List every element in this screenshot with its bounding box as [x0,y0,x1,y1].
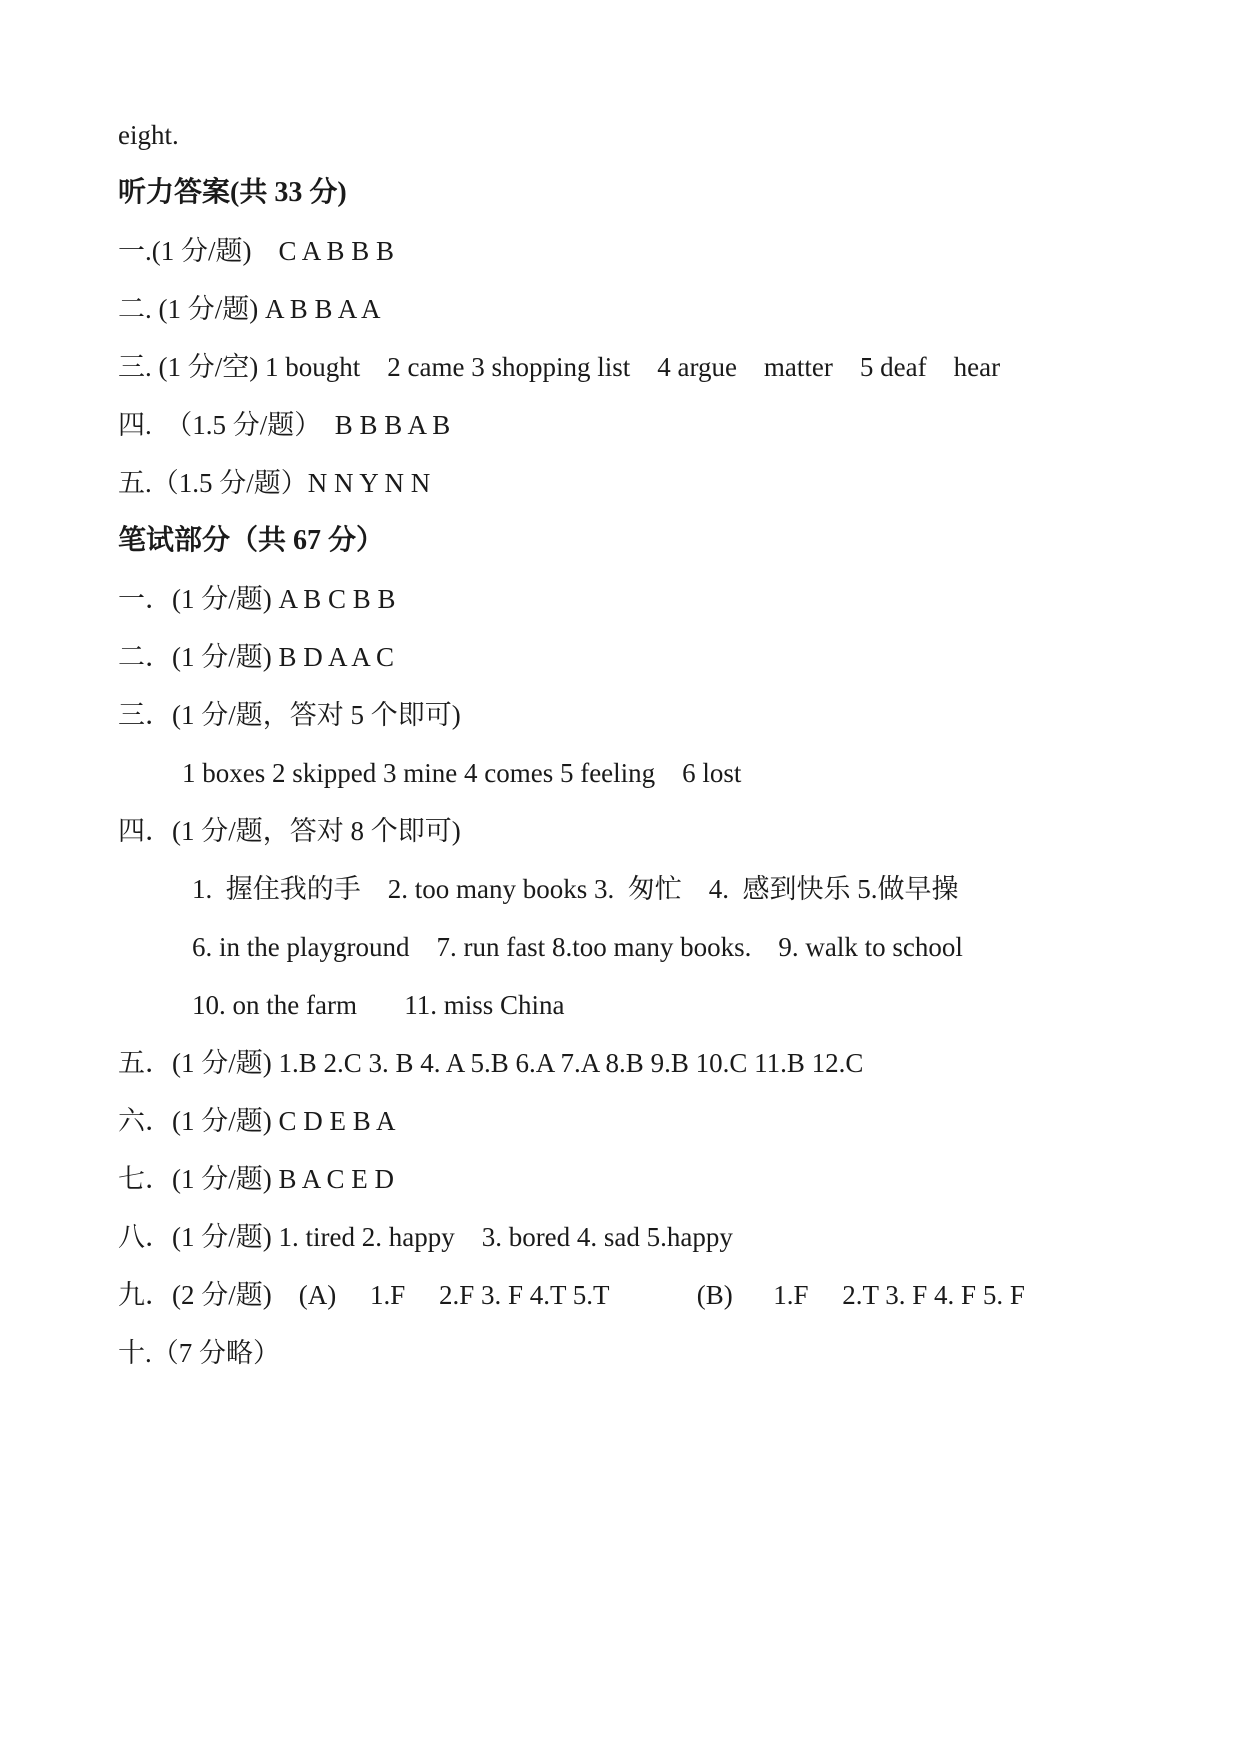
written-answer-4-items-row2: 6. in the playground 7. run fast 8.too many books. 9. walk to school [192,932,963,962]
written-section-heading: 笔试部分（共 67 分） [118,525,385,556]
written-answer-3-heading: 三．(1 分/题，答对 5 个即可) [118,700,461,730]
written-answer-9: 九．(2 分/题) (A) 1.F 2.F 3. F 4.T 5.T (B) 1.F 2.T 3. F 4. F 5. F [118,1280,1025,1310]
listening-answer-4: 四. （1.5 分/题） B B B A B [118,410,451,440]
listening-answer-5: 五.（1.5 分/题）N N Y N N [118,468,431,498]
written-answer-10: 十.（7 分略） [118,1338,280,1368]
continuation-text: eight. [118,120,179,150]
written-answer-4-items-row3: 10. on the farm 11. miss China [192,990,565,1020]
written-answer-6: 六．(1 分/题) C D E B A [118,1106,396,1136]
written-answer-4-items-row1: 1. 握住我的手 2. too many books 3. 匆忙 4. 感到快乐 5.做早操 [192,874,959,904]
written-answer-2: 二．(1 分/题) B D A A C [118,642,395,672]
written-answer-1: 一．(1 分/题) A B C B B [118,584,396,614]
listening-answer-2: 二. (1 分/题) A B B A A [118,294,381,324]
listening-answer-1: 一.(1 分/题) C A B B B [118,236,395,266]
listening-answer-3: 三. (1 分/空) 1 bought 2 came 3 shopping list 4 argue matter 5 deaf hear [118,352,1001,382]
written-answer-7: 七．(1 分/题) B A C E D [118,1164,395,1194]
written-answer-4-heading: 四．(1 分/题，答对 8 个即可) [118,816,461,846]
listening-section-heading: 听力答案(共 33 分) [118,177,347,208]
written-answer-8: 八．(1 分/题) 1. tired 2. happy 3. bored 4. sad 5.happy [118,1222,733,1252]
written-answer-5: 五．(1 分/题) 1.B 2.C 3. B 4. A 5.B 6.A 7.A 8.B 9.B 10.C 11.B 12.C [118,1048,864,1078]
written-answer-3-items: 1 boxes 2 skipped 3 mine 4 comes 5 feeling 6 lost [182,758,742,788]
